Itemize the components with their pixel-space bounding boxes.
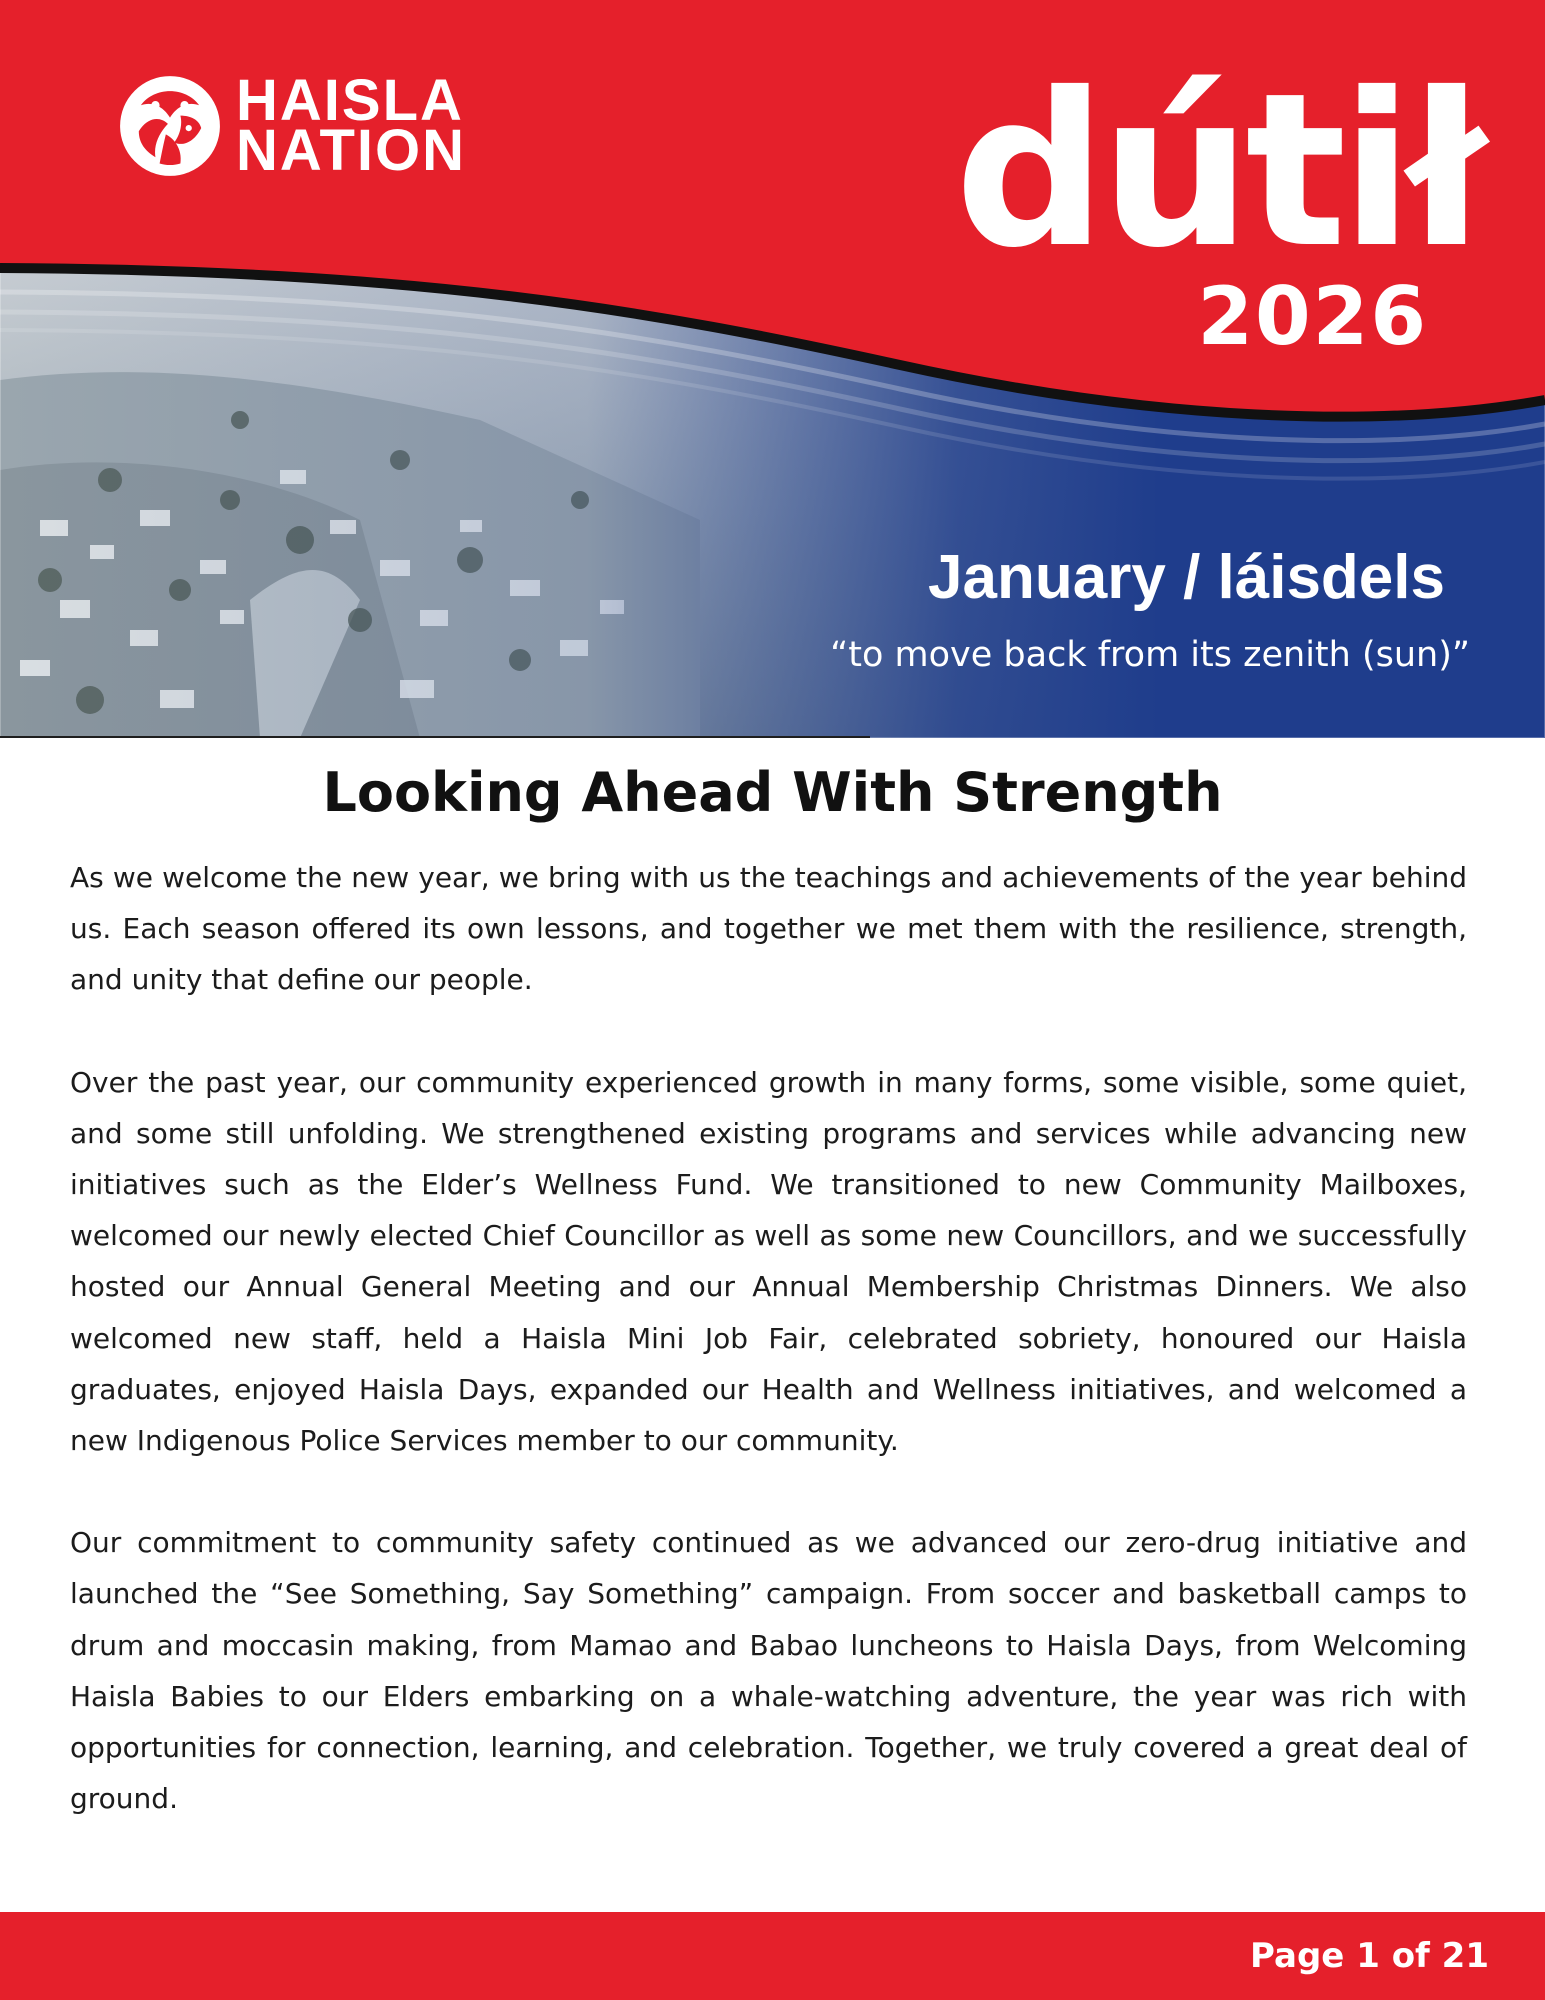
haisla-nation-logo-icon	[118, 74, 222, 178]
page-number: Page 1 of 21	[1250, 1936, 1489, 1976]
issue-month: January / láisdels	[928, 543, 1445, 612]
organization-name-line1: HAISLA	[236, 68, 464, 133]
month-meaning: “to move back from its zenith (sun)”	[830, 635, 1470, 675]
publication-year: 2026	[1197, 270, 1428, 363]
organization-name-line2: NATION	[236, 118, 467, 183]
haisla-nation-logo	[118, 68, 467, 183]
article-paragraph-1: As we welcome the new year, we bring with us the teachings and achievements of the year behind us. Each season offered its own lessons, and together we met them with the resilience, strength, and unity that define our people.	[70, 861, 1467, 997]
page-footer	[0, 1912, 1545, 2000]
article-body	[70, 852, 1467, 1875]
publication-title: dútił	[954, 47, 1480, 294]
organization-name	[236, 68, 467, 183]
article-paragraph-2: Over the past year, our community experienced growth in many forms, some visible, some quiet, and some still unfolding. We strengthened existing programs and services while advancing new initiatives such as the Elder’s Wellness Fund. We transitioned to new Community Mailboxes, welcomed our newly elected Chief Councillor as well as some new Councillors, and we successfully hosted our Annual General Meeting and our Annual Membership Christmas Dinners. We also welcomed new staff, held a Haisla Mini Job Fair, celebrated sobriety, honoured our Haisla graduates, enjoyed Haisla Days, expanded our Health and Wellness initiatives, and welcomed a new Indigenous Police Services member to our community.	[70, 1065, 1467, 1458]
article-title: Looking Ahead With Strength	[322, 761, 1223, 824]
article-paragraph-3: Our commitment to community safety continued as we advanced our zero-drug initiative and launched the “See Something, Say Something” campaign. From soccer and basketball camps to drum and moccasin making, from Mamao and Babao luncheons to Haisla Days, from Welcoming Haisla Babies to our Elders embarking on a whale-watching adventure, the year was rich with opportunities for connection, learning, and celebration. Together, we truly covered a great deal of ground.	[70, 1526, 1467, 1816]
